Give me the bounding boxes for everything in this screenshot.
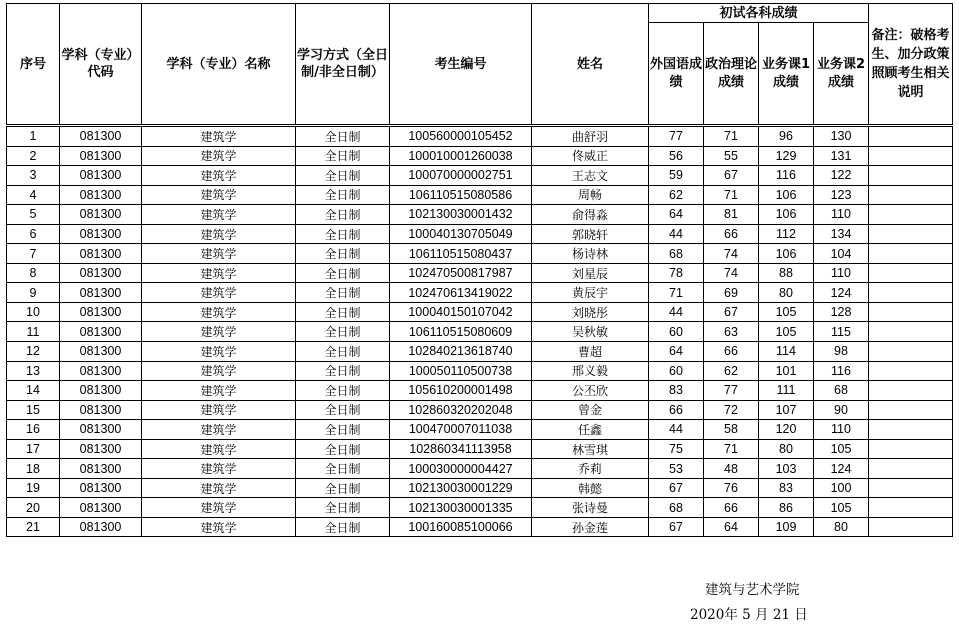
table-row xyxy=(7,302,953,322)
cell-course2: 115 xyxy=(814,322,869,342)
cell-course1: 105 xyxy=(759,302,814,322)
cell-course1: 101 xyxy=(759,361,814,381)
cell-foreign: 44 xyxy=(649,302,704,322)
cell-exam-id: 102130030001432 xyxy=(390,205,532,225)
cell-name: 建筑学 xyxy=(142,322,296,342)
cell-foreign: 75 xyxy=(649,439,704,459)
cell-politics: 71 xyxy=(704,185,759,205)
cell-course2: 100 xyxy=(814,478,869,498)
cell-code: 081300 xyxy=(60,342,142,362)
cell-student-name: 郭晓轩 xyxy=(532,224,649,244)
table-row xyxy=(7,263,953,283)
cell-code: 081300 xyxy=(60,302,142,322)
cell-course1: 96 xyxy=(759,127,814,147)
cell-student-name: 韩懿 xyxy=(532,478,649,498)
cell-seq: 19 xyxy=(7,478,60,498)
cell-politics: 58 xyxy=(704,420,759,440)
cell-note xyxy=(869,498,953,518)
cell-mode: 全日制 xyxy=(296,244,390,264)
cell-seq: 13 xyxy=(7,361,60,381)
cell-politics: 72 xyxy=(704,400,759,420)
cell-seq: 20 xyxy=(7,498,60,518)
cell-name: 建筑学 xyxy=(142,224,296,244)
college-signature: 建筑与艺术学院 xyxy=(705,582,800,598)
cell-foreign: 78 xyxy=(649,263,704,283)
cell-politics: 55 xyxy=(704,146,759,166)
cell-mode: 全日制 xyxy=(296,185,390,205)
cell-code: 081300 xyxy=(60,381,142,401)
cell-exam-id: 100040150107042 xyxy=(390,302,532,322)
cell-name: 建筑学 xyxy=(142,244,296,264)
cell-mode: 全日制 xyxy=(296,302,390,322)
cell-note xyxy=(869,244,953,264)
cell-foreign: 62 xyxy=(649,185,704,205)
cell-course2: 80 xyxy=(814,517,869,537)
cell-seq: 2 xyxy=(7,146,60,166)
cell-seq: 6 xyxy=(7,224,60,244)
cell-exam-id: 102840213618740 xyxy=(390,342,532,362)
header-exam-id: 考生编号 xyxy=(390,4,532,125)
cell-student-name: 公丕欣 xyxy=(532,381,649,401)
cell-note xyxy=(869,381,953,401)
cell-name: 建筑学 xyxy=(142,302,296,322)
cell-note xyxy=(869,185,953,205)
cell-name: 建筑学 xyxy=(142,342,296,362)
table-row xyxy=(7,381,953,401)
cell-mode: 全日制 xyxy=(296,439,390,459)
table-row xyxy=(7,185,953,205)
cell-course1: 109 xyxy=(759,517,814,537)
cell-course2: 68 xyxy=(814,381,869,401)
cell-note xyxy=(869,322,953,342)
cell-exam-id: 100010001260038 xyxy=(390,146,532,166)
cell-foreign: 56 xyxy=(649,146,704,166)
cell-course2: 110 xyxy=(814,420,869,440)
cell-politics: 71 xyxy=(704,439,759,459)
cell-foreign: 66 xyxy=(649,400,704,420)
cell-course1: 88 xyxy=(759,263,814,283)
cell-exam-id: 102470613419022 xyxy=(390,283,532,303)
cell-foreign: 77 xyxy=(649,127,704,147)
cell-exam-id: 102130030001335 xyxy=(390,498,532,518)
cell-course1: 106 xyxy=(759,244,814,264)
cell-politics: 74 xyxy=(704,263,759,283)
cell-name: 建筑学 xyxy=(142,459,296,479)
cell-name: 建筑学 xyxy=(142,283,296,303)
cell-name: 建筑学 xyxy=(142,400,296,420)
cell-foreign: 71 xyxy=(649,283,704,303)
cell-exam-id: 106110515080609 xyxy=(390,322,532,342)
cell-exam-id: 100040130705049 xyxy=(390,224,532,244)
header-course2: 业务课2成绩 xyxy=(814,23,869,125)
cell-seq: 11 xyxy=(7,322,60,342)
cell-course2: 124 xyxy=(814,283,869,303)
cell-course2: 130 xyxy=(814,127,869,147)
cell-course2: 98 xyxy=(814,342,869,362)
cell-course2: 122 xyxy=(814,166,869,186)
cell-student-name: 曹超 xyxy=(532,342,649,362)
table-row xyxy=(7,439,953,459)
cell-exam-id: 102860341113958 xyxy=(390,439,532,459)
cell-code: 081300 xyxy=(60,459,142,479)
cell-name: 建筑学 xyxy=(142,498,296,518)
cell-note xyxy=(869,478,953,498)
cell-student-name: 邢义毅 xyxy=(532,361,649,381)
cell-foreign: 44 xyxy=(649,224,704,244)
table-row xyxy=(7,283,953,303)
cell-name: 建筑学 xyxy=(142,420,296,440)
cell-note xyxy=(869,302,953,322)
cell-seq: 21 xyxy=(7,517,60,537)
cell-course2: 105 xyxy=(814,439,869,459)
cell-name: 建筑学 xyxy=(142,205,296,225)
table-row xyxy=(7,478,953,498)
table-row xyxy=(7,459,953,479)
cell-exam-id: 100470007011038 xyxy=(390,420,532,440)
cell-course1: 129 xyxy=(759,146,814,166)
cell-note xyxy=(869,517,953,537)
table-row xyxy=(7,342,953,362)
table-row xyxy=(7,361,953,381)
cell-politics: 64 xyxy=(704,517,759,537)
cell-course1: 107 xyxy=(759,400,814,420)
cell-code: 081300 xyxy=(60,263,142,283)
cell-name: 建筑学 xyxy=(142,263,296,283)
cell-note xyxy=(869,127,953,147)
cell-seq: 9 xyxy=(7,283,60,303)
cell-course2: 110 xyxy=(814,205,869,225)
cell-name: 建筑学 xyxy=(142,185,296,205)
table-row xyxy=(7,146,953,166)
cell-course1: 80 xyxy=(759,283,814,303)
cell-student-name: 周畅 xyxy=(532,185,649,205)
cell-course2: 134 xyxy=(814,224,869,244)
cell-code: 081300 xyxy=(60,361,142,381)
cell-politics: 77 xyxy=(704,381,759,401)
cell-seq: 10 xyxy=(7,302,60,322)
cell-seq: 15 xyxy=(7,400,60,420)
table-row xyxy=(7,517,953,537)
cell-foreign: 67 xyxy=(649,478,704,498)
table-row xyxy=(7,498,953,518)
cell-mode: 全日制 xyxy=(296,205,390,225)
cell-note xyxy=(869,205,953,225)
cell-note xyxy=(869,263,953,283)
cell-mode: 全日制 xyxy=(296,342,390,362)
cell-seq: 12 xyxy=(7,342,60,362)
cell-student-name: 林雪琪 xyxy=(532,439,649,459)
cell-foreign: 67 xyxy=(649,517,704,537)
cell-note xyxy=(869,146,953,166)
cell-note xyxy=(869,224,953,244)
cell-course1: 86 xyxy=(759,498,814,518)
cell-politics: 71 xyxy=(704,127,759,147)
cell-seq: 4 xyxy=(7,185,60,205)
cell-mode: 全日制 xyxy=(296,478,390,498)
cell-exam-id: 100030000004427 xyxy=(390,459,532,479)
cell-course2: 123 xyxy=(814,185,869,205)
cell-politics: 69 xyxy=(704,283,759,303)
cell-name: 建筑学 xyxy=(142,381,296,401)
cell-exam-id: 106110515080437 xyxy=(390,244,532,264)
cell-mode: 全日制 xyxy=(296,517,390,537)
document-date: 2020年 5 月 21 日 xyxy=(690,607,808,623)
cell-politics: 48 xyxy=(704,459,759,479)
cell-foreign: 64 xyxy=(649,342,704,362)
admission-score-table xyxy=(6,3,953,537)
cell-seq: 3 xyxy=(7,166,60,186)
cell-exam-id: 105610200001498 xyxy=(390,381,532,401)
cell-student-name: 孙金莲 xyxy=(532,517,649,537)
cell-course1: 106 xyxy=(759,185,814,205)
cell-note xyxy=(869,361,953,381)
cell-mode: 全日制 xyxy=(296,127,390,147)
cell-politics: 66 xyxy=(704,342,759,362)
cell-course1: 80 xyxy=(759,439,814,459)
cell-mode: 全日制 xyxy=(296,322,390,342)
cell-exam-id: 106110515080586 xyxy=(390,185,532,205)
cell-code: 081300 xyxy=(60,517,142,537)
cell-course1: 116 xyxy=(759,166,814,186)
cell-course1: 120 xyxy=(759,420,814,440)
cell-code: 081300 xyxy=(60,166,142,186)
cell-mode: 全日制 xyxy=(296,224,390,244)
cell-student-name: 佟威正 xyxy=(532,146,649,166)
cell-seq: 8 xyxy=(7,263,60,283)
cell-exam-id: 102470500817987 xyxy=(390,263,532,283)
cell-course1: 105 xyxy=(759,322,814,342)
cell-mode: 全日制 xyxy=(296,166,390,186)
cell-student-name: 黄辰宇 xyxy=(532,283,649,303)
table-row xyxy=(7,322,953,342)
cell-exam-id: 100050110500738 xyxy=(390,361,532,381)
cell-note xyxy=(869,166,953,186)
cell-note xyxy=(869,342,953,362)
header-foreign: 外国语成绩 xyxy=(649,23,704,125)
cell-note xyxy=(869,459,953,479)
table-row xyxy=(7,127,953,147)
cell-exam-id: 100070000002751 xyxy=(390,166,532,186)
cell-note xyxy=(869,400,953,420)
header-name: 学科（专业）名称 xyxy=(142,4,296,125)
table-row xyxy=(7,166,953,186)
cell-politics: 81 xyxy=(704,205,759,225)
cell-mode: 全日制 xyxy=(296,263,390,283)
table-row xyxy=(7,420,953,440)
cell-seq: 14 xyxy=(7,381,60,401)
cell-name: 建筑学 xyxy=(142,478,296,498)
cell-name: 建筑学 xyxy=(142,439,296,459)
cell-mode: 全日制 xyxy=(296,146,390,166)
cell-name: 建筑学 xyxy=(142,517,296,537)
table-row xyxy=(7,224,953,244)
cell-seq: 1 xyxy=(7,127,60,147)
cell-note xyxy=(869,439,953,459)
cell-note xyxy=(869,420,953,440)
cell-course2: 105 xyxy=(814,498,869,518)
cell-seq: 5 xyxy=(7,205,60,225)
cell-course2: 104 xyxy=(814,244,869,264)
cell-code: 081300 xyxy=(60,420,142,440)
cell-course2: 90 xyxy=(814,400,869,420)
cell-course1: 106 xyxy=(759,205,814,225)
cell-mode: 全日制 xyxy=(296,361,390,381)
cell-foreign: 83 xyxy=(649,381,704,401)
cell-mode: 全日制 xyxy=(296,381,390,401)
header-mode: 学习方式（全日制/非全日制） xyxy=(296,4,390,125)
header-note: 备注：破格考生、加分政策照顾考生相关说明 xyxy=(869,4,953,125)
cell-mode: 全日制 xyxy=(296,498,390,518)
cell-code: 081300 xyxy=(60,205,142,225)
cell-code: 081300 xyxy=(60,185,142,205)
cell-code: 081300 xyxy=(60,498,142,518)
cell-foreign: 60 xyxy=(649,361,704,381)
cell-politics: 62 xyxy=(704,361,759,381)
cell-course1: 112 xyxy=(759,224,814,244)
header-student-name: 姓名 xyxy=(532,4,649,125)
cell-code: 081300 xyxy=(60,478,142,498)
cell-code: 081300 xyxy=(60,439,142,459)
cell-course1: 111 xyxy=(759,381,814,401)
cell-politics: 66 xyxy=(704,498,759,518)
cell-foreign: 44 xyxy=(649,420,704,440)
cell-seq: 7 xyxy=(7,244,60,264)
cell-exam-id: 100160085100066 xyxy=(390,517,532,537)
table-row xyxy=(7,244,953,264)
cell-code: 081300 xyxy=(60,224,142,244)
cell-student-name: 刘星辰 xyxy=(532,263,649,283)
cell-name: 建筑学 xyxy=(142,127,296,147)
cell-exam-id: 100560000105452 xyxy=(390,127,532,147)
cell-code: 081300 xyxy=(60,244,142,264)
cell-code: 081300 xyxy=(60,283,142,303)
table-row xyxy=(7,205,953,225)
cell-foreign: 68 xyxy=(649,498,704,518)
cell-course2: 131 xyxy=(814,146,869,166)
cell-exam-id: 102860320202048 xyxy=(390,400,532,420)
header-initial-scores: 初试各科成绩 xyxy=(649,4,869,23)
cell-politics: 67 xyxy=(704,302,759,322)
cell-seq: 16 xyxy=(7,420,60,440)
cell-politics: 67 xyxy=(704,166,759,186)
cell-exam-id: 102130030001229 xyxy=(390,478,532,498)
cell-course2: 128 xyxy=(814,302,869,322)
cell-student-name: 任鑫 xyxy=(532,420,649,440)
cell-foreign: 64 xyxy=(649,205,704,225)
cell-seq: 17 xyxy=(7,439,60,459)
cell-foreign: 53 xyxy=(649,459,704,479)
cell-student-name: 乔莉 xyxy=(532,459,649,479)
cell-student-name: 张诗曼 xyxy=(532,498,649,518)
cell-mode: 全日制 xyxy=(296,400,390,420)
cell-student-name: 俞得淼 xyxy=(532,205,649,225)
cell-name: 建筑学 xyxy=(142,166,296,186)
header-seq: 序号 xyxy=(7,4,60,125)
cell-code: 081300 xyxy=(60,322,142,342)
cell-foreign: 68 xyxy=(649,244,704,264)
cell-student-name: 杨诗林 xyxy=(532,244,649,264)
cell-code: 081300 xyxy=(60,400,142,420)
header-politics: 政治理论成绩 xyxy=(704,23,759,125)
cell-politics: 66 xyxy=(704,224,759,244)
cell-student-name: 王志文 xyxy=(532,166,649,186)
cell-name: 建筑学 xyxy=(142,361,296,381)
cell-politics: 63 xyxy=(704,322,759,342)
cell-politics: 76 xyxy=(704,478,759,498)
cell-student-name: 吴秋敏 xyxy=(532,322,649,342)
cell-course1: 83 xyxy=(759,478,814,498)
cell-course2: 116 xyxy=(814,361,869,381)
cell-course1: 114 xyxy=(759,342,814,362)
cell-code: 081300 xyxy=(60,146,142,166)
cell-student-name: 刘晓彤 xyxy=(532,302,649,322)
cell-student-name: 曲舒羽 xyxy=(532,127,649,147)
cell-foreign: 60 xyxy=(649,322,704,342)
cell-mode: 全日制 xyxy=(296,283,390,303)
cell-course1: 103 xyxy=(759,459,814,479)
cell-code: 081300 xyxy=(60,127,142,147)
cell-politics: 74 xyxy=(704,244,759,264)
cell-name: 建筑学 xyxy=(142,146,296,166)
cell-course2: 110 xyxy=(814,263,869,283)
cell-note xyxy=(869,283,953,303)
cell-course2: 124 xyxy=(814,459,869,479)
cell-mode: 全日制 xyxy=(296,420,390,440)
cell-student-name: 曾金 xyxy=(532,400,649,420)
header-code: 学科（专业）代码 xyxy=(60,4,142,125)
cell-seq: 18 xyxy=(7,459,60,479)
cell-mode: 全日制 xyxy=(296,459,390,479)
header-course1: 业务课1成绩 xyxy=(759,23,814,125)
table-row xyxy=(7,400,953,420)
cell-foreign: 59 xyxy=(649,166,704,186)
